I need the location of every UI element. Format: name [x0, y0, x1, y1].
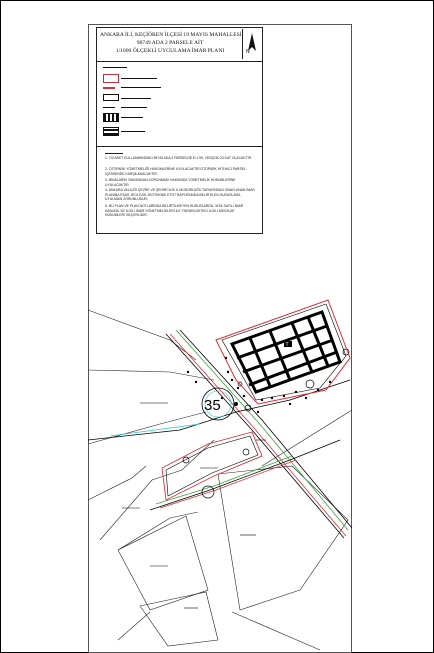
road-symbol — [234, 402, 238, 406]
parcel-block — [218, 466, 348, 610]
plan-note-2: 2- OTOPARK YÖNETMELİĞİ HÜKÜMLERİNE UYULACAKTIR.OTOPARK İHTİYACI PARSEL İÇERİSİNDE KARŞILANACAKTIR. — [105, 167, 246, 176]
road-boundary-red — [160, 460, 296, 508]
parcel-line — [88, 466, 146, 500]
road-line-green — [156, 456, 292, 504]
road-line-cyan — [110, 424, 200, 436]
title-line-2: 98749 ADA 2 PARSELE AİT — [136, 40, 204, 46]
plan-note-3: 3- BİNALARIN YANGINDAN KORUNMASI HAKKINDA YÖNETMELİK HÜKÜMLERİNE UYULACAKTIR. — [105, 178, 236, 187]
node-marker — [183, 457, 189, 463]
north-label: N — [246, 49, 250, 55]
road-width-label: 35 — [204, 397, 221, 414]
parcel-line — [100, 440, 214, 540]
node-markers — [183, 349, 349, 498]
plan-note-1: 1- TİCARET KULLANIMINDAKİ 98749 ADA 2 PARSELDE E:1.95, YENÇOK:23 KAT OLACAKTIR. — [105, 156, 252, 160]
road-median-green — [176, 330, 348, 530]
parcel-line — [118, 612, 150, 640]
title-line-1: ANKARA İLİ, KEÇİÖREN İLÇESİ 19 MAYIS MAHALLESİ — [100, 32, 242, 38]
node-marker — [243, 449, 249, 455]
road-boundary-red — [170, 334, 346, 536]
construction-grid — [232, 312, 340, 392]
parcel-line — [88, 412, 206, 444]
parcel-line — [88, 310, 196, 360]
parcel-line — [88, 370, 214, 380]
parcel-line — [232, 612, 320, 650]
commercial-parcel — [216, 300, 350, 404]
title-line-3: 1/1000 ÖLÇEKLİ UYGULAMA İMAR PLANI — [115, 48, 225, 54]
parcel-block — [118, 516, 208, 610]
plan-note-4: 4- ANKARA VALİLİĞİ ÇEVRE VE ŞEHİRCİLİK İL MÜDÜRLÜĞÜ TARAFINDAN ONAYLANAN İMAR PLANINA ESAS JEOLOJİK-JEOTEKNİK ETÜT RAPORUNDA BELİRTİLEN HUSUSLARA UYULMASI ZORUNLUDUR. — [105, 188, 255, 202]
node-marker — [306, 380, 314, 388]
road-edge — [166, 334, 344, 538]
plan-note-5: 5- BU PLAN VE PLAN NOTLARINDA BELİRTİLMEYEN HUSUSLARDA, 3194 SAYILI İMAR KANUNU VE İLGİLİ İMAR YÖNETMELİKLERİ İLE YÜRÜRLÜKTEKİ İLGİLİ MEVZUAT HÜKÜMLERİ GEÇERLİDİR. — [105, 204, 244, 218]
block-label: T — [285, 342, 289, 348]
